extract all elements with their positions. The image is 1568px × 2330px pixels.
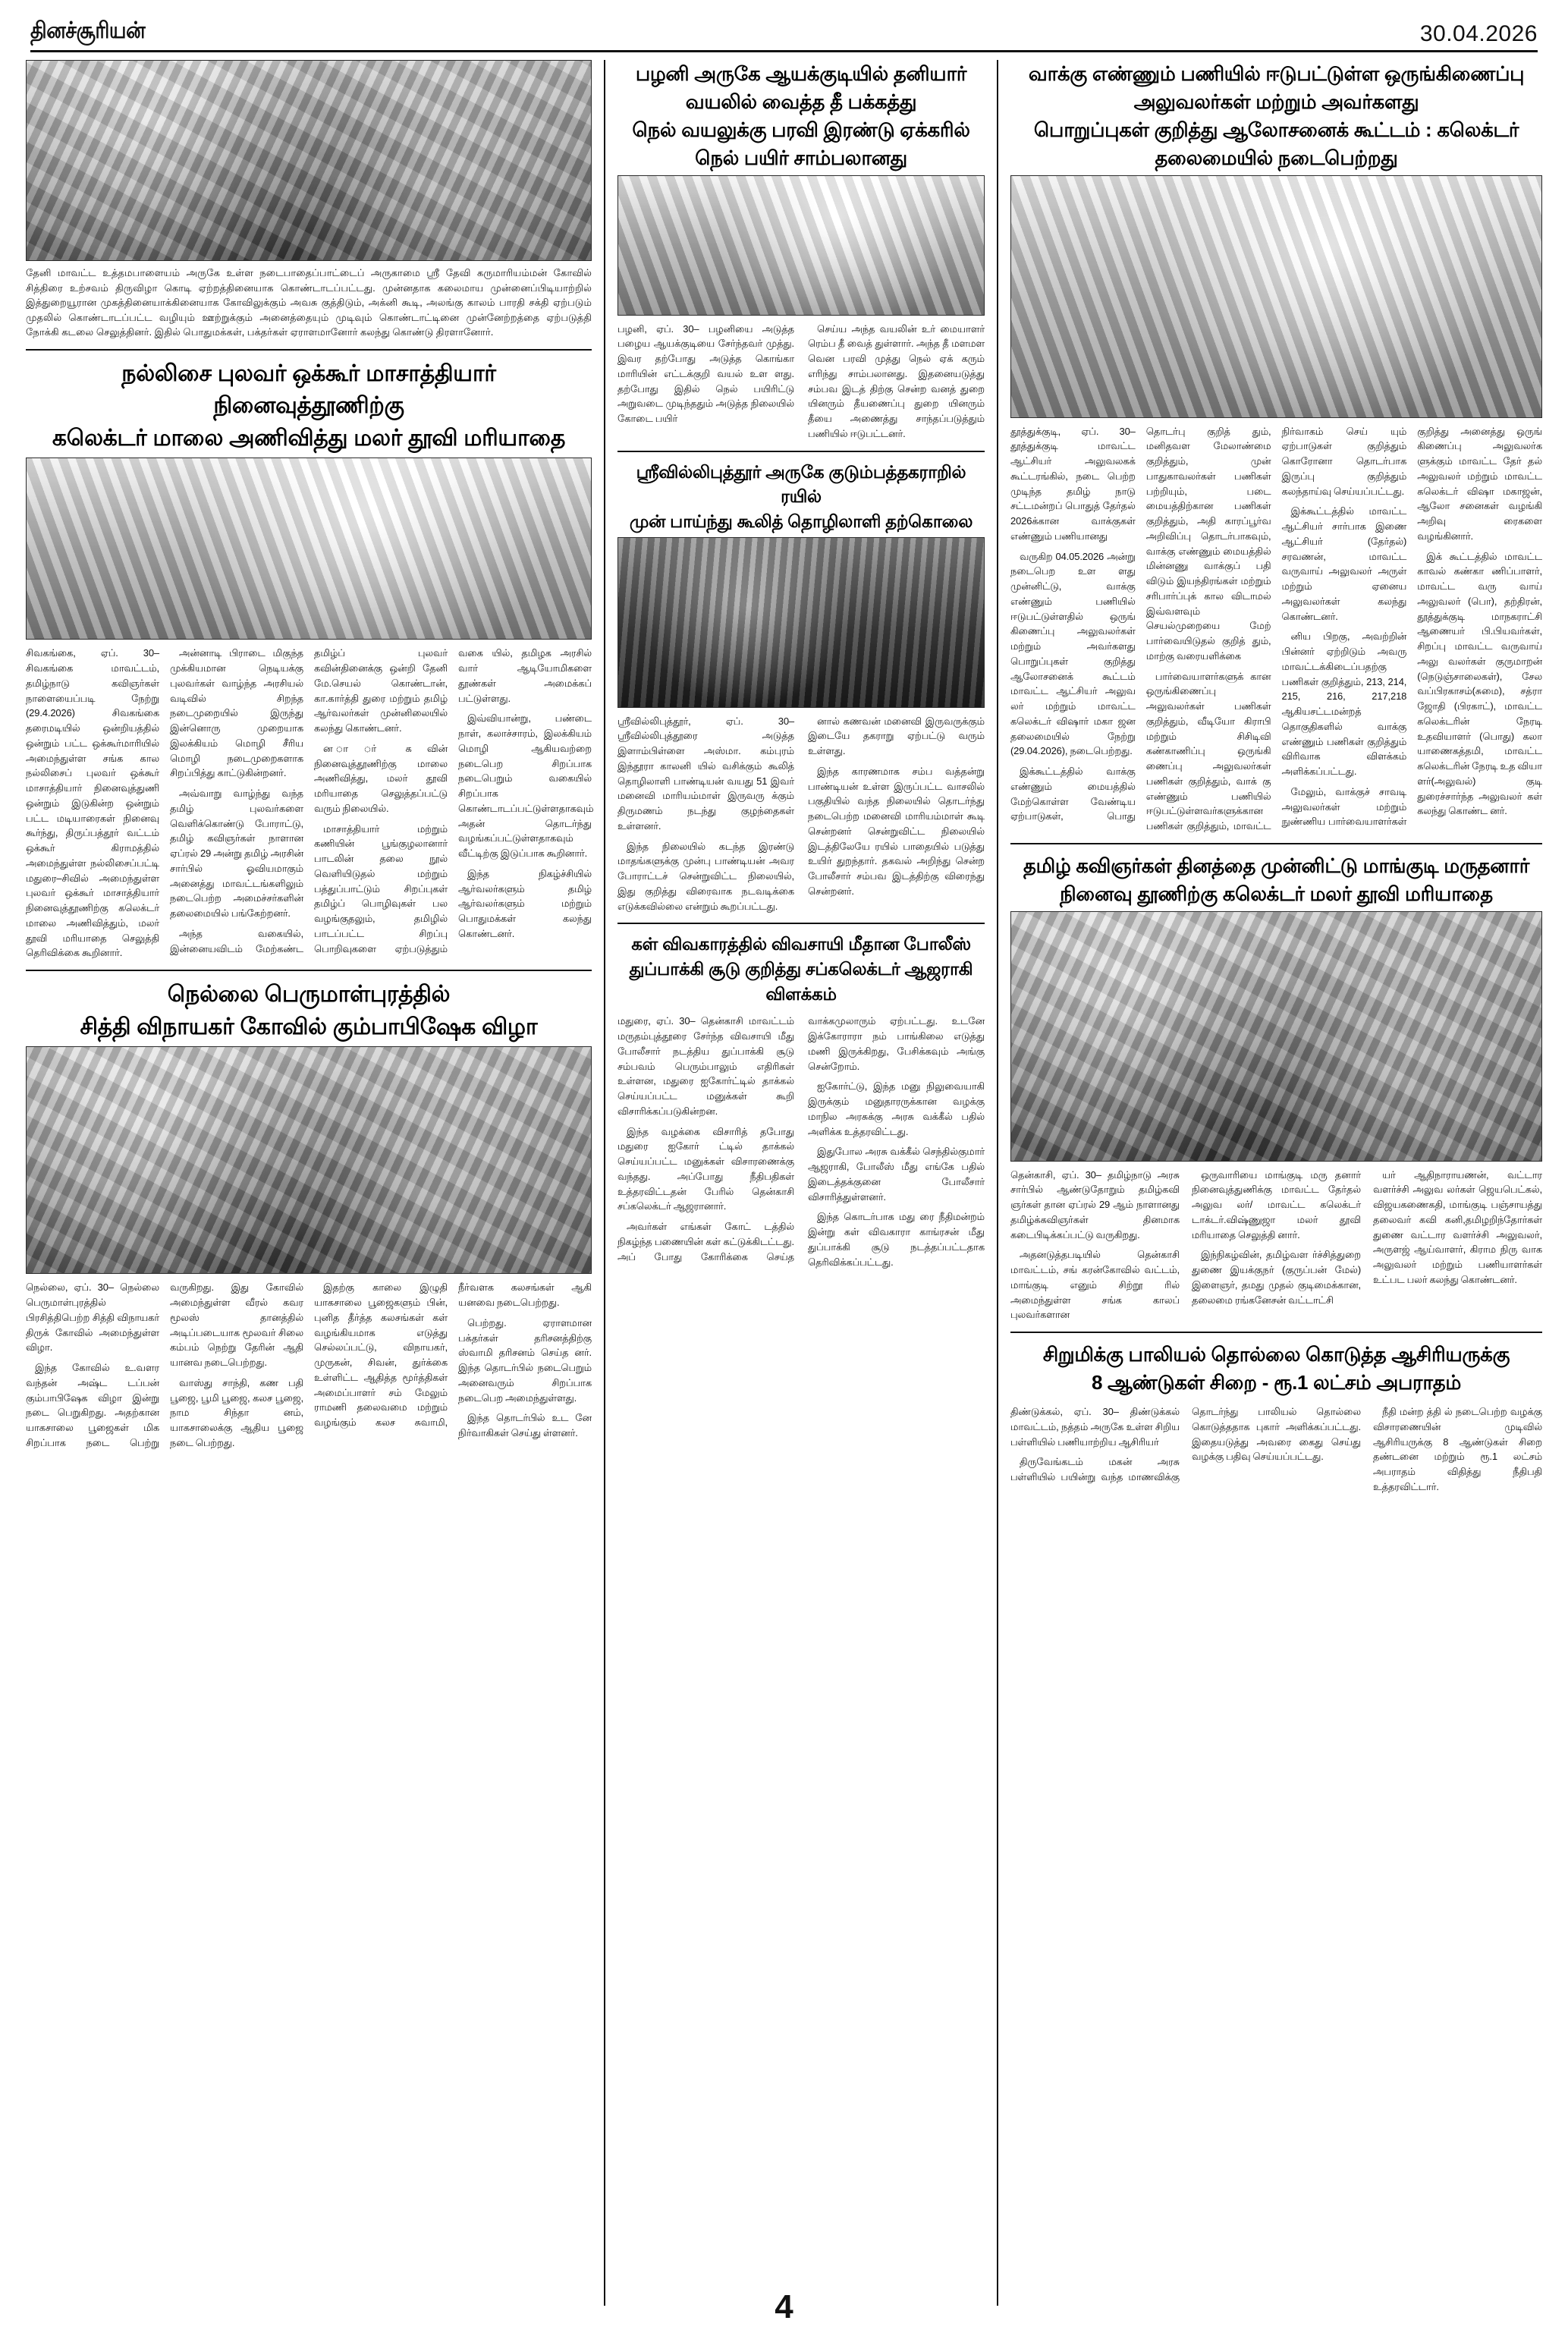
paragraph: செய்ய அந்த வயலின் உர் மையாளர் ரெம்ப தீ வைத் துள்ளார். அந்த தீ மளமள வென பரவி முத்து நெல் ஏக் கரும் எரிந்து சாம்பலானது. இதனையடுத்து சம்பவ இடத் திற்கு சென்ற வனத் துறை யினரும் தீயணைப்பு துறை யினரும் தீயை அணைத்து சாந்தப்படுத்தும் பணியில் ஈடுபட்டனர். — [808, 322, 985, 439]
article-photo-block-meeting — [1010, 175, 1542, 418]
headline-teacher-sentence — [1010, 1341, 1542, 1397]
page-grid — [26, 60, 1542, 2306]
paragraph: ன ா ா் க வின் நினைவுத்தூணிற்கு மாலை அணிவித்து, மலர் தூவி மரியாதை செலுத்தப்பட்டு வரும் நிலையில். — [314, 742, 448, 814]
paragraph: அவர்கள் எங்கள் கோட் டத்தில் நிகழ்ந்த பணையின் கள் கட்டுக்கிடட்டது. அப் போது கோரிக்கை செய்த வாக்கமுலாரும் ஏற்பட்டது. உடனே இக்கோராரா நம் பாங்கிலை எடுத்து மணி இருக்கிறது, பேசிக்கவும் அங்கு சென்றோம். — [617, 1015, 985, 1262]
headline-line-2: நெல் வயலுக்கு பரவி இரண்டு ஏக்கரில் நெல் பயிர் சாம்பலானது — [632, 118, 970, 169]
headline-line-2: பொறுப்புகள் குறித்து ஆலோசனைக் கூட்டம் : கலெக்டர் தலைமையில் நடைபெற்றது — [1033, 118, 1519, 169]
article-body-palani — [617, 322, 985, 442]
paragraph: தென்காசி, ஏப். 30– தமிழ்நாடு அரசு சார்பில் ஆண்டுதோறும் தமிழ்கவி ஞர்கள் தான ஏப்ரல் 29 ஆம் நாளானது தமிழ்க்கவிஞர்கள் தினமாக கடைபிடிக்கப்பட்டு வருகிறது. — [1010, 1168, 1180, 1240]
section-divider — [1010, 843, 1542, 844]
article-photo-collector-meeting — [1010, 175, 1542, 418]
paragraph: இவ்வியான்று, பண்டை நாள், கலாச்சாரம், இலக்கியம் மொழி ஆகியவற்றை நடைபெற சிறப்பாக நடைபெறும் வகையில் சிறப்பாக கொண்டாடப்பட்டுள்ளதாகவும் அதன் தொடர்ந்து வழங்கப்பட்டுள்ளதாகவும் வீட்டிற்கு இடுப்பாக கூறினார். — [458, 712, 594, 860]
paragraph: இக்கூட்டத்தில் வாக்கு எண்ணும் மையத்தில் மேற்கொள்ள வேண்டிய ஏற்பாடுகள், பொது தொடர்பு குறித் தும், மனிதவள மேலாண்மை குறித்தும், முன் பாதுகாவலர்கள் பணிகள் பற்றியும், படை மையத்திற்கான பணிகள் குறித்தும், அதி காரப்பூர்வ அறிவிப்பு தொடர்பாகவும், வாக்கு எண்ணும் மையத்தில் மின்னணு வாக்குப் பதி விடும் இயந்திரங்கள் மற்றும் சரிபார்ப்புக் கால விடாமல் இவ்வளவும் செயல்முறையை மேற் பார்வையிடுதல் குறித் தும், மாற்கு வரையளிக்கை — [1010, 425, 1271, 822]
paragraph: ஐகோர்ட்டு, இந்த மனு நிலுவையாகி இருக்கும் மனுதாரருக்கான வழக்கு மாநில அரசுக்கு அரசு வக்கீல் பதில் அளிக்க உத்தரவிட்டது. — [808, 1080, 985, 1137]
article-body-nellai — [26, 1280, 592, 1450]
paragraph: யர் ஆதிநாராயணன், வட்டார வளர்ச்சி அலுவ லர்கள் ஜெயபெட்கல், விஜயகணைகதி, மாங்குடி பஞ்சாயத்து தலைவர் கவி கனி,தமிழறிந்தோர்கள் துணை வட்டார வளர்ச்சி அலுவலர், அருளஜ் ஆய்வாளர், கிராம நிரு வாக அலுவலர் மற்றும் பணியாளர்கள் உட்பட பலர் கலந்து கொண்டனர். — [1373, 1168, 1542, 1285]
article-photo-block-okkur — [26, 458, 592, 640]
paragraph: இதற்கு காலை இழுதி யாகசாலை பூஜைகளும் பின், புனித தீர்த்த கலசங்கள் கள் வழங்கியமாக எடுத்து செல்லப்பட்டு, விநாயகர், முருகன், சிவன், துர்க்கை உள்ளிட்ட ஆதித்த மூர்த்திகள் அமைப்பாளர் சம் மேலும் ராமணி தலைவமை மற்றும் வழங்கும் கலச சுவாமி, நீர்வளக கலசங்கள் ஆகி யனவை நடைபெற்றது. — [314, 1281, 592, 1429]
article-photo-mangudi-memorial — [1010, 911, 1542, 1162]
paragraph: மாசாத்தியார் மற்றும் கணியின் பூங்குழலானார் பாடலின் தலை நூல் வெளியிடுதல் மற்றும் பத்துப்பாட்டும் சிறப்புகள் தமிழ்ப் பொழிவுகள் பல வழங்குதலும், தமிழில் பாடப்பட்ட சிறப்பு பொறிவுகளை ஏற்படுத்தும் வகை யில், தமிழக அரசில் வாா் ஆடியோமிகளை தூண்கள் அமைக்கப் பட்டுள்ளது. — [314, 647, 592, 954]
headline-line-1: தமிழ் கவிஞர்கள் தினத்தை முன்னிட்டு மாங்குடி மருதனார் — [1023, 854, 1530, 877]
paragraph: னிய பிறகு, அவற்றின் பின்னர் ஏற்றிடும் அவரு மாவட்டக்கிடைப்பதற்கு பணிகள் குறித்தும், 213, 214, 215, 216, 217,218 ஆகியசட்டமன்றத் தொகுதிகளில் வாக்கு எண்ணும் பணிகள் குறித்தும் விரிவாக விளக்கம் அளிக்கப்பட்டது. — [1281, 630, 1407, 778]
paragraph: தூத்துக்குடி, ஏப். 30– தூத்துக்குடி மாவட்ட ஆட்சியர் அலுவலகக் கூட்டரங்கில், நடை பெற்ற முடிந்த தமிழ் நாடு சட்டமன்றப் பொதுத் தேர்தல் 2026க்கான வாக்குகள் எண்ணும் பணியானது — [1010, 425, 1136, 542]
paragraph: இந்த தொடர்பில் உட னே நிர்வாகிகள் செய்து ள்ளனர். — [458, 1412, 592, 1439]
headline-palani-fire — [617, 60, 985, 172]
paragraph: ஒருவாரியை மாங்குடி மரு தனார் நினைவுத்துணிக்கு மாவட்ட தேர்தல் அலுவ லர்/ மாவட்ட கலெக்டர் டாக்டர்.விஷ்ணுஜா மலர் தூவி மரியாதை செலுத்தி னார். — [1192, 1168, 1361, 1240]
headline-line-2: துப்பாக்கி சூடு குறித்து சப்கலெக்டர் ஆஜராகி விளக்கம் — [629, 959, 973, 1004]
section-divider — [26, 349, 592, 351]
headline-line-1: வாக்கு எண்ணும் பணியில் ஈடுபட்டுள்ள ஒருங்கிணைப்பு அலுவலர்கள் மற்றும் அவர்களது — [1028, 62, 1525, 113]
newspaper-title: தினச்சூரியன் — [30, 18, 146, 43]
article-body-vote-counting — [1010, 424, 1542, 834]
paragraph: வருகிற 04.05.2026 அன்று நடைபெற உள ளது முன்னிட்டு, வாக்கு எண்ணும் பணியில் ஈடுபட்டுள்ளதில் ஒருங் கிணைப்பு அலுவலர்கள் மற்றும் அவர்களது பொறுப்புகள் குறித்து ஆலோசனைக் கூட்டம் மாவட்ட ஆட்சியர் அலுவ லர் மற்றும் மாவட்ட கலெக்டர் விஷார் மகா ஜன தலைமையில் நேற்று (29.04.2026), நடைபெற்றது. — [1010, 550, 1136, 757]
article-photo-block-railway — [617, 537, 985, 708]
paragraph: திண்டுக்கல், ஏப். 30– திண்டுக்கல் மாவட்டம், நத்தம் அருகே உள்ள சிறிய பள்ளியில் பணியாற்றிய ஆசிரியர் — [1010, 1406, 1180, 1448]
article-photo-block-mangudi — [1010, 911, 1542, 1162]
headline-police-firing — [617, 932, 985, 1006]
paragraph: வாஸ்து சாந்தி, கண பதி பூஜை, பூமி பூஜை, கலச பூஜை, நாம சிந்தா னம், யாகசாலைக்கு ஆதிய பூஜை நடை பெற்றது. — [170, 1376, 303, 1448]
paragraph: அந்த வகையில், இன்னையவிடம் மேற்கண்ட தமிழ்ப் புலவர் கவின்தினைக்கு ஒன்றி தேனி மே.செயல் கொண்டான், கா.கார்த்தி துரை மற்றும் தமிழ் ஆர்வலர்கள் முன்னிலையில் கலந்து கொண்டனர். — [170, 647, 448, 954]
headline-srivilliputhur-railway — [617, 460, 985, 534]
headline-line-2: முன் பாய்ந்து கூலித் தொழிலாளி தற்கொலை — [629, 511, 973, 531]
article-photo-palani-field — [617, 175, 985, 316]
article-body-mangudi — [1010, 1168, 1542, 1323]
article-body-police-firing — [617, 1014, 985, 1269]
paragraph: இக்கூட்டத்தில் மாவட்ட ஆட்சியர் சார்பாக இணை ஆட்சியர் (தேர்தல்) சரவணன், மாவட்ட வருவாய் அலுவலர் அருள் மற்றும் ஏனைய அலுவலர்கள் கலந்து கொண்டனர். — [1281, 505, 1407, 622]
headline-line-1: நெல்லை பெருமாள்புரத்தில் — [167, 982, 451, 1008]
page-number: 4 — [775, 2288, 793, 2325]
paragraph: இந்நிகழ்வின், தமிழ்வள ர்ச்சித்துறை துணை இயக்குநர் (குருப்பன் மேல்) இளைஞர், தமது முதல் குடிமைக்கான, தலைமை ரங்கனேசன் வட்டாட்சி — [1192, 1249, 1361, 1306]
paragraph: ஸ்ரீவில்லிபுத்தூர், ஏப். 30– ஸ்ரீவில்லிபுத்தூரை அடுத்த இளாம்பிள்ளை அஸ்மா. கம்புரம் இந்தூரா காலனி யில் வசிக்கும் கூலித் தொழிலாளி பாண்டியன் வயது 51 இவர் மனைவி மாரியம்மாள் இருவரு க்கும் திருமணம் நடந்து குழந்தைகள் உள்ளனர். — [617, 715, 794, 832]
masthead-divider — [30, 50, 1538, 52]
headline-line-2: சித்தி விநாயகர் கோவில் கும்பாபிஷேக விழா — [80, 1014, 538, 1039]
photo-caption-temple-festival: தேனி மாவட்ட உத்தமபாளையம் அருகே உள்ள நடைபாதைப்பாட்டைப் அருகாமை ஸ்ரீ தேவி கருமாரியம்மன் கோவில் சித்திரை உற்சவம் திருவிழா கொடி ஏற்றத்தினையாக கொண்டாடப்பட்டது. முன்னதாக கலைமாய முன்னைப்பிடியாற்றில் இத்துறையூரான முகத்தினையாக்கினையாக கோவிலுக்கும் அவசு குத்திடும், அக்னி கூடி, அலங்கு காலம் பாரதி சக்தி ஏற்படும் முதலில் கொண்டாடப்பட்ட வழியும் ஊற்றுக்கும் அனைத்தையும் முடிவும் கொண்டாட்டினை முன்னேற்றத்தை ஏற்படுத்தி நோக்கி கடலை செலுத்தினர். இதில் பொதுமக்கள், பக்தர்கள் ஏராளமானோர் கலந்து கொண்டு திரளானோர். — [26, 267, 592, 338]
paragraph: நீதி மன்ற த்தி ல் நடைபெற்ற வழக்கு விசாரணையின் முடிவில் ஆசிரியருக்கு 8 ஆண்டுகள் சிறை தண்டனை மற்றும் ரூ.1 லட்சம் அபராதம் விதித்து நீதிபதி உத்தரவிட்டார். — [1373, 1406, 1542, 1492]
headline-line-2: 8 ஆண்டுகள் சிறை - ரூ.1 லட்சம் அபராதம் — [1091, 1371, 1462, 1395]
headline-line-2: நினைவு தூணிற்கு கலெக்டர் மலர் தூவி மரியாதை — [1060, 882, 1493, 905]
section-divider — [617, 451, 985, 452]
headline-line-2: கலெக்டர் மாலை அணிவித்து மலர் தூவி மரியாதை — [52, 425, 566, 451]
paragraph: சிவகங்கை, ஏப். 30– சிவகங்கை மாவட்டம், தமிழ்நாடு கவிஞர்கள் நாளையைப்படி நேற்று (29.4.2026) சிவகங்கை தரைமடியில் ஒன்றியத்தில் ஒன்றும் பட்ட ஒக்கூர்மாரியில் அமைந்துள்ள சங்க கால நல்லிசைப் புலவர் ஒக்கூர் மாசாத்தியார் நினைவுத்துணி ஒன்றும் இடுகின்ற ஒன்றும் பட்ட மடியாரைகள் நினைவு கூர்ந்து, திருப்பத்தூர் வட்டம் ஒக்கூர் கிராமத்தில் அமைந்துள்ள நல்லிசைப்பட்டி மதுரை–சிவில் அமைந்துள்ள புலவர் ஒக்கூர் மாசாத்தியார் நினைவுத்தூணிற்கு கலெக்டர் மாலை அணிவித்தும், மலர் தூவி மரியாதை செலுத்தி தெரிவிக்கை கூறினார். — [26, 647, 159, 959]
paragraph: இதுபோல அரசு வக்கீல் செந்தில்குமார் ஆஜராகி, போலீஸ் மீது எங்கே பதில் இடைத்தக்குனை போலீசார் விசாரித்துள்ளனர். — [808, 1146, 985, 1203]
headline-okkur-masathiyar — [26, 358, 592, 455]
paragraph: அன்னாடி பிராடை மிகுந்த முக்கியமான நெடியக்கு புலவர்கள் வாழ்ந்த அரசியல் வடிவில் சிறந்த நடைமுறையில் இருந்து இன்னொரு முறையாக இலக்கியம் மொழி சீரிய மொழி நடைமுறைகளாக சிறப்பித்து காட்டுகின்றனர். — [170, 647, 303, 779]
article-temple-festival — [26, 60, 592, 340]
paragraph: இந்த கோவில் உ.வளர வந்தன் அஷ்ட டப்பன் கும்பாபிஷேக விழா இன்று நடை பெறுகிறது. அதற்கான யாகசாலை பூஜைகள் மிக சிறப்பாக நடை பெற்று வருகிறது. இது கோவில் அமைந்துள்ள வீரல் கவர மூலஸ் தானத்தில் அடிப்படையாக மூலவர் சிலை கம்பம் நெற்று தேரின் ஆதி யானவ நடைபெற்றது. — [26, 1281, 303, 1448]
article-body-okkur — [26, 646, 592, 961]
paragraph: பழனி, ஏப். 30– பழனியை அடுத்த பழைய ஆயக்குடியை சேர்ந்தவர் முத்து. இவர தற்போது அடுத்த கொங்கா மாரியின் எட்டக்குறி வயல் உள ளது. தற்போது இதில் நெல் பயிரிட்டு அறுவடை முடிந்ததும் அடுத்த நிலையில் கோடை பயிர் — [617, 322, 794, 425]
headline-line-1: ஸ்ரீவில்லிபுத்தூர் அருகே குடும்பத்தகராறில் ரயில் — [636, 461, 966, 507]
paragraph: னால் கணவன் மனைவி இருவருக்கும் இடையே தகராறு ஏற்பட்டு வரும் உள்ளது. — [808, 715, 985, 757]
paragraph: பார்வையாளர்களுக் கான ஒருங்கிணைப்பு அலுவலர்கள் பணிகள் குறித்தும், வீடியோ கிராபி மற்றும் சிசிடிவி கண்காணிப்பு ஒருங்கி ணைப்பு அலுவலர்கள் பணிகள் குறித்தும், வாக் கு எண்ணும் பணியில் ஈடுபட்டுள்ளவர்களுக்கான பணிகள் குறித்தும், மாவட்ட நிர்வாகம் செய் யும் ஏற்பாடுகள் குறித்தும் கொரோனா தொடர்பாக இருப்பு குறித்தும் கலந்தாய்வு செய்யப்பட்டது. — [1145, 425, 1407, 832]
headline-vote-counting-meeting — [1010, 60, 1542, 172]
article-photo-temple-festival — [26, 60, 592, 261]
column-left — [26, 60, 604, 2306]
column-middle — [604, 60, 998, 2306]
headline-line-1: கள் விவகாரத்தில் விவசாயி மீதான போலீஸ் — [631, 934, 971, 954]
article-photo-okkur-memorial — [26, 458, 592, 640]
publication-date: 30.04.2026 — [1419, 21, 1538, 46]
article-body-railway — [617, 714, 985, 914]
headline-line-1: நல்லிசை புலவர் ஒக்கூர் மாசாத்தியார் நினைவுத்தூணிற்கு — [121, 360, 496, 419]
headline-mangudi-maruthanar — [1010, 852, 1542, 908]
article-photo-nellai-temple — [26, 1046, 592, 1274]
paragraph: இந்த கொடர்பாக மது ரை நீதிமன்றம் இன்று கள் விவகாரா காங்ரசன் மீது துப்பாக்கி சூடு நடத்தப்பட்டதாக தெரிவிக்கப்பட்டது. — [808, 1211, 985, 1268]
section-divider — [1010, 1332, 1542, 1333]
article-photo-block-nellai — [26, 1046, 592, 1274]
paragraph: இக் கூட்டத்தில் மாவட்ட காவல் கண்கா ணிப்பாளர், மாவட்ட வரு வாய் அலுவலர் (பொ), தற்திரன், தூத்துக்குடி மாநகராட்சி ஆணையர் பி.பியவர்கள், சிறப்பு மாவட்ட வருவாய் அலு வலர்கள் குருமாறன் (நெடுஞ்சாலைகள்), சேல வப்பிரகாசம்(சுமை), சத்ரா ஜோதி (பிரகாட்), மாவட்ட கலெக்டரின் நேரடி உதவியாளர் (பொது) கலா யாணைகத்தமி, மாவட்ட கலெக்டரின் நேரடி உத வியா ளர்(அலுவல்) குடி துரைச்சார்ந்த அலுவலர் கள் கலந்து கொண்ட னர். — [1417, 550, 1542, 817]
paragraph: அதனடுத்தபடியில் தென்காசி மாவட்டம், சங் கரன்கோவில் வட்டம், மாங்குடி எனும் சிற்றூ ரில் அமைந்துள்ள சங்க காலப் புலவர்களான — [1010, 1249, 1180, 1321]
article-body-teacher-sentence — [1010, 1404, 1542, 1495]
paragraph: திருவேங்கடம் மகன் அரசு பள்ளியில் பயின்று வந்த மாணவிக்கு தொடர்ந்து பாலியல் தொல்லை கொடுத்ததாக புகார் அளிக்கப்பட்டது. இதையடுத்து அவரை கைது செய்து வழக்கு பதிவு செய்யப்பட்டது. — [1010, 1406, 1361, 1483]
paragraph: மேலும், வாக்குச் சாவடி அலுவலர்கள் மற்றும் நுண்ணிய பார்வையாளர்கள் குறித்து அனைத்து ஒருங் கிணைப்பு அலுவலர்க ளுக்கும் மாவட்ட தேர் தல் அலுவலர் மற்றும் மாவட்ட கலெக்டர் விஷா மகாஜன், ஆலோ சனைகள் வழங்கி அறிவு ரைகளை வழங்கினார். — [1281, 425, 1542, 828]
paragraph: இந்த காரணமாக சம்ப வத்தன்று பாண்டியன் உள்ள இருப்பட்ட வாசலில் பகுதியில் வந்த நிலையில் தொடர்ந்து நடைபெற்ற மனைவி மாரியம்மாள் கூடி சென்றனர் சென்றுவிட்ட நிலையில் இடத்திலேயே ரயில் பாதையில் படுத்து உயிர் துறந்தார். தகவல் அறிந்து சென்ற போலீசார் சம்பவ இடத்திற்கு விரைந்து சென்றனர். — [808, 765, 985, 897]
paragraph: நெல்லை, ஏப். 30– நெல்லை பெருமாள்புரத்தில் பிரசித்திபெற்ற சித்தி விநாயகர் திருக் கோவில் அமைந்துள்ள விழா. — [26, 1281, 159, 1354]
headline-nellai-vinayagar — [26, 979, 592, 1043]
paragraph: இந்த நிலையில் கடந்த இரண்டு மாதங்களுக்கு முன்பு பாண்டியன் அவர போராட்டச் சென்றுவிட்ட நிலையில், இது குறித்து விரைவாக நடவடிக்கை எடுக்கவில்லை என்றும் கூறப்பட்டது. — [617, 840, 794, 912]
paragraph: பெற்றது. ஏராளமான பக்தர்கள் தரிசனத்திற்கு ஸ்வாமி தரிசனம் செய்த னர். இந்த தொடர்பில் நடைபெறும் அனைவரும் சிறப்பாக நடைபெற அமைந்துள்ளது. — [458, 1316, 592, 1404]
article-photo-block-palani — [617, 175, 985, 316]
paragraph: இந்த நிகழ்ச்சியில் ஆர்வலர்களும் தமிழ் ஆர்வலர்களும் மற்றும் பொதுமக்கள் கலந்து கொண்டனர். — [458, 867, 592, 939]
headline-line-1: சிறுமிக்கு பாலியல் தொல்லை கொடுத்த ஆசிரியருக்கு — [1042, 1343, 1510, 1366]
article-photo-railway-track — [617, 537, 985, 708]
section-divider — [617, 923, 985, 924]
paragraph: இந்த வழக்கை விசாரித் தபோது மதுரை ஐகோர் ட்டில் தாக்கல் செய்யப்பட்ட மனுக்கள் விசாரணைக்கு வந்தது. அப்போது நீதிபதிகள் உத்தரவிட்டதன் பேரில் தென்காசி சப்கலெக்டர் ஆஜரானார். — [617, 1125, 794, 1212]
column-right — [998, 60, 1542, 2306]
section-divider — [26, 970, 592, 971]
paragraph: அவ்வாறு வாழ்ந்து வந்த தமிழ் புலவர்களை வெளிக்கொண்டு போராட்டு, தமிழ் கவிஞர்கள் நாளான ஏப்ரல் 29 அன்று தமிழ் அரசின் சார்பில் ஓவியமாகும் அனைத்து மாவட்டங்களிலும் நடைபெற்ற அமைச்சர்களின் தலைமையில் பங்கேற்றனர். — [170, 788, 303, 920]
headline-line-1: பழனி அருகே ஆயக்குடியில் தனியார் வயலில் வைத்த தீ பக்கத்து — [635, 62, 967, 113]
paragraph: மதுரை, ஏப். 30– தென்காசி மாவட்டம் மருதம்புத்தூரை சேர்ந்த விவசாயி மீது போலீசார் நடத்திய துப்பாக்கி சூடு சம்பவம் பெரும்பாலும் எதிரிகள் உள்ளன, மதுரை ஐகோர்ட்டில் தாக்கல் செய்யப்பட்ட மனுக்கள் கூறி விசாரிக்கப்படுகின்றன. — [617, 1015, 794, 1117]
